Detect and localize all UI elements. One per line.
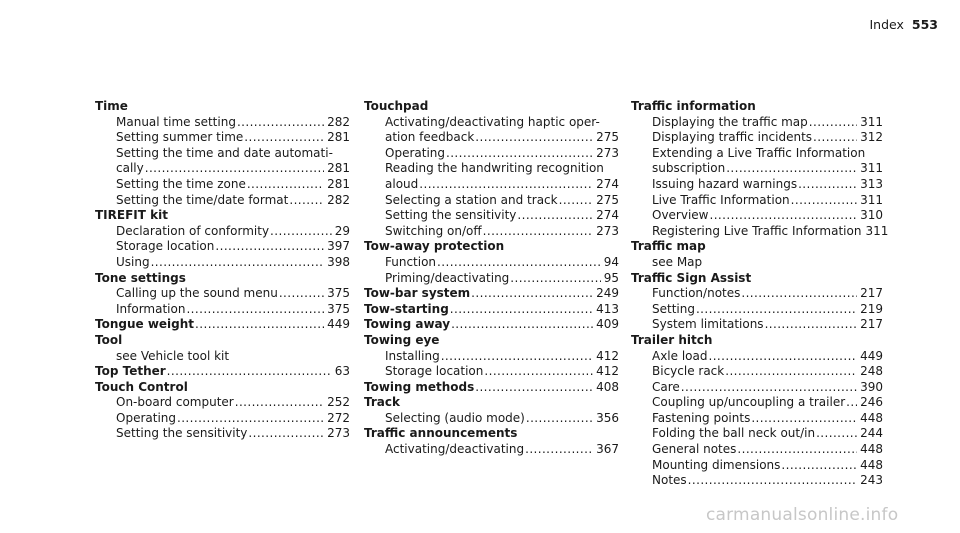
subentry-text: On-board computer <box>116 395 234 410</box>
index-entry <box>364 395 619 426</box>
index-term: Track <box>364 395 400 410</box>
index-subentry[interactable] <box>631 473 883 489</box>
index-term-line[interactable] <box>95 317 350 333</box>
subentry-text: Manual time setting <box>116 114 236 129</box>
dot-leader <box>451 317 593 333</box>
subentry-text: Function/notes <box>652 286 741 301</box>
watermark: carmanualsonline.info <box>706 505 899 525</box>
index-term: TIREFIT kit <box>95 208 168 223</box>
page-ref[interactable]: 217 <box>860 317 883 332</box>
page-ref[interactable]: 390 <box>860 379 883 394</box>
index-subentry[interactable] <box>95 302 350 318</box>
index-subentry[interactable] <box>631 380 883 396</box>
subentry-text: Operating <box>116 410 176 425</box>
index-term: Traffic map <box>631 239 706 254</box>
page-ref[interactable]: 273 <box>327 426 350 441</box>
index-subentry[interactable] <box>631 130 883 146</box>
dot-leader <box>475 380 593 396</box>
page-ref[interactable]: 313 <box>860 176 883 191</box>
subentry-text: Activating/deactivating <box>385 442 525 457</box>
dot-leader <box>437 255 601 271</box>
subentry-text: Storage location <box>116 239 215 254</box>
subentry-text: Setting the sensitivity <box>385 208 517 223</box>
page-ref[interactable]: 281 <box>327 161 350 176</box>
dot-leader <box>710 208 858 224</box>
index-entry <box>631 239 883 270</box>
page-number: 553 <box>911 17 938 32</box>
page-ref[interactable]: 275 <box>596 130 619 145</box>
dot-leader <box>186 302 324 318</box>
dot-leader <box>741 286 857 302</box>
page-header <box>869 17 938 32</box>
index-entry <box>364 99 619 239</box>
page-ref[interactable]: 244 <box>860 426 883 441</box>
index-term-line[interactable] <box>364 317 619 333</box>
page-ref[interactable]: 273 <box>596 223 619 238</box>
dot-leader <box>450 302 593 318</box>
page-ref[interactable]: 367 <box>596 442 619 457</box>
page-ref[interactable]: 94 <box>603 254 619 269</box>
subentry-text: Coupling up/uncoupling a trailer <box>652 395 846 410</box>
subentry-text: Using <box>116 254 150 269</box>
page-ref[interactable]: 29 <box>334 223 350 238</box>
page-ref[interactable]: 311 <box>865 223 889 238</box>
subentry-text: Selecting a station and track <box>385 192 558 207</box>
index-column-3 <box>631 99 889 489</box>
subentry-text: subscription <box>652 161 726 176</box>
subentry-text: Declaration of conformity <box>116 223 270 238</box>
index-subentry[interactable] <box>95 161 350 177</box>
dot-leader <box>725 364 857 380</box>
subentry-text: Information <box>116 301 186 316</box>
index-term: Traffic announcements <box>364 426 518 441</box>
index-term: Towing methods <box>364 379 475 394</box>
index-subentry[interactable] <box>95 411 350 427</box>
index-entry <box>95 364 350 380</box>
dot-leader <box>237 115 324 131</box>
index-subentry[interactable] <box>631 302 883 318</box>
subentry-text: ation feedback <box>385 130 475 145</box>
dot-leader <box>167 364 332 380</box>
page-ref[interactable]: 311 <box>860 161 883 176</box>
index-subentry[interactable] <box>631 177 883 193</box>
dot-leader <box>484 364 593 380</box>
index-subentry[interactable] <box>95 130 350 146</box>
subentry-text: Setting summer time <box>116 130 244 145</box>
index-entry <box>95 208 350 270</box>
dot-leader <box>419 177 593 193</box>
index-entry <box>95 99 350 208</box>
index-subentry[interactable] <box>364 208 619 224</box>
subentry-text: Displaying the traffic map <box>652 114 808 129</box>
dot-leader <box>525 442 593 458</box>
page-ref[interactable]: 448 <box>860 410 883 425</box>
subentry-text: Setting the sensitivity <box>116 426 248 441</box>
page-ref[interactable]: 273 <box>596 145 619 160</box>
subentry-text: Setting <box>652 301 695 316</box>
subentry-text: Setting the time and date automati- <box>116 145 333 160</box>
index-entry <box>95 380 350 442</box>
index-term: Time <box>95 99 128 113</box>
index-entry <box>95 271 350 318</box>
subentry-text: System limitations <box>652 317 764 332</box>
index-subentry[interactable] <box>95 224 350 240</box>
index-subentry[interactable] <box>364 364 619 380</box>
dot-leader <box>751 411 857 427</box>
index-term: Tow-starting <box>364 301 449 316</box>
index-term: Tow-bar system <box>364 286 471 301</box>
index-term: Tongue weight <box>95 317 195 332</box>
index-term: Traffic Sign Assist <box>631 270 752 285</box>
page-ref[interactable]: 274 <box>596 208 619 223</box>
index-subentry[interactable] <box>631 349 883 365</box>
subentry-text: Extending a Live Traffic Information <box>652 145 866 160</box>
dot-leader <box>471 286 593 302</box>
index-subentry[interactable] <box>364 146 619 162</box>
dot-leader <box>475 130 593 146</box>
index-subentry[interactable] <box>364 255 619 271</box>
dot-leader <box>195 317 324 333</box>
index-entry <box>364 239 619 286</box>
subentry-text: Calling up the sound menu <box>116 286 278 301</box>
dot-leader <box>846 395 857 411</box>
page-ref[interactable]: 248 <box>860 364 883 379</box>
subentry-text: Bicycle rack <box>652 364 725 379</box>
dot-leader <box>696 302 857 318</box>
index-subentry[interactable] <box>95 115 350 131</box>
index-entry <box>95 317 350 333</box>
index-subentry[interactable] <box>631 426 883 442</box>
page-ref[interactable]: 409 <box>596 317 619 332</box>
page-ref[interactable]: 448 <box>860 442 883 457</box>
page-ref[interactable]: 282 <box>327 192 350 207</box>
index-subentry[interactable] <box>95 255 350 271</box>
index-subentry[interactable] <box>364 177 619 193</box>
page-ref[interactable]: 243 <box>860 473 883 488</box>
dot-leader <box>709 349 858 365</box>
index-term-line[interactable] <box>95 364 350 380</box>
dot-leader <box>517 208 593 224</box>
dot-leader <box>809 115 857 131</box>
index-term: Towing away <box>364 317 451 332</box>
page-ref[interactable]: 282 <box>327 114 350 129</box>
subentry-text: Registering Live Traffic Information <box>652 223 862 238</box>
index-subentry[interactable] <box>95 177 350 193</box>
page-ref[interactable]: 408 <box>596 379 619 394</box>
dot-leader <box>279 286 324 302</box>
subentry-text: Installing <box>385 348 440 363</box>
index-subentry[interactable] <box>631 458 883 474</box>
dot-leader <box>270 224 332 240</box>
dot-leader <box>151 255 325 271</box>
page-ref[interactable]: 281 <box>327 130 350 145</box>
dot-leader <box>791 193 857 209</box>
subentry-text: Setting the time zone <box>116 176 246 191</box>
subentry-text: aloud <box>385 176 419 191</box>
index-subentry[interactable] <box>364 442 619 458</box>
page-ref[interactable]: 312 <box>860 130 883 145</box>
dot-leader <box>813 130 857 146</box>
dot-leader <box>248 426 324 442</box>
page-ref[interactable]: 375 <box>327 286 350 301</box>
index-entry <box>631 333 883 489</box>
index-subentry[interactable] <box>95 193 350 209</box>
subentry-text: Axle load <box>652 348 708 363</box>
index-entry <box>364 380 619 396</box>
subentry-text: Storage location <box>385 364 484 379</box>
page-ref[interactable]: 217 <box>860 286 883 301</box>
index-entry <box>95 333 350 364</box>
page-ref[interactable]: 249 <box>596 286 619 301</box>
subentry-text: Overview <box>652 208 709 223</box>
subentry-text: Mounting dimensions <box>652 457 781 472</box>
index-term-line[interactable] <box>364 302 619 318</box>
index-subentry[interactable] <box>631 442 883 458</box>
subentry-text: Activating/deactivating haptic oper- <box>385 114 600 129</box>
page-ref[interactable]: 274 <box>596 176 619 191</box>
page-ref[interactable]: 398 <box>327 254 350 269</box>
index-entry <box>364 426 619 457</box>
subentry-text: Notes <box>652 473 687 488</box>
index-term-line[interactable] <box>364 380 619 396</box>
index-entry <box>631 99 889 239</box>
dot-leader <box>816 426 857 442</box>
page-ref[interactable]: 219 <box>860 301 883 316</box>
page-ref[interactable]: 63 <box>334 364 350 379</box>
subentry-text: Care <box>652 379 680 394</box>
index-term: Touch Control <box>95 379 188 394</box>
page-ref[interactable]: 449 <box>327 317 350 332</box>
subentry-text: Selecting (audio mode) <box>385 410 525 425</box>
page-ref[interactable]: 311 <box>860 114 883 129</box>
page-ref[interactable]: 246 <box>860 395 883 410</box>
page-ref[interactable]: 252 <box>327 395 350 410</box>
subentry-text: Priming/deactivating <box>385 270 510 285</box>
index-entry <box>364 317 619 333</box>
index-term: Tool <box>95 332 123 347</box>
index-entry <box>364 333 619 380</box>
subentry-text: Issuing hazard warnings <box>652 176 798 191</box>
index-subentry[interactable] <box>364 224 619 240</box>
index-subentry[interactable] <box>95 239 350 255</box>
dot-leader <box>289 193 324 209</box>
subentry-text: Displaying traffic incidents <box>652 130 813 145</box>
index-subentry[interactable] <box>95 286 350 302</box>
subentry-text: Switching on/off <box>385 223 482 238</box>
subentry-text: see Map <box>652 254 703 269</box>
dot-leader <box>177 411 324 427</box>
index-subentry[interactable] <box>631 223 889 240</box>
subentry-text: Setting the time/date format <box>116 192 289 207</box>
header-label: Index <box>869 17 904 32</box>
index-subentry[interactable] <box>631 161 883 177</box>
subentry-text: Live Traffic Information <box>652 192 790 207</box>
page-ref[interactable]: 95 <box>603 270 619 285</box>
dot-leader <box>798 177 857 193</box>
page-ref[interactable]: 413 <box>596 301 619 316</box>
index-term: Tow-away protection <box>364 239 505 254</box>
index-subentry[interactable] <box>631 317 883 333</box>
subentry-text: cally <box>116 161 144 176</box>
dot-leader <box>215 239 324 255</box>
page-ref[interactable]: 412 <box>596 364 619 379</box>
page-ref[interactable]: 281 <box>327 176 350 191</box>
index-entry <box>364 286 619 302</box>
index-subentry[interactable] <box>631 286 883 302</box>
dot-leader <box>781 458 857 474</box>
page-ref[interactable]: 448 <box>860 457 883 472</box>
index-column-1 <box>95 99 350 442</box>
index-subentry[interactable] <box>364 130 619 146</box>
index-subentry[interactable] <box>364 193 619 209</box>
page-ref[interactable]: 449 <box>860 348 883 363</box>
index-column-2 <box>364 99 619 458</box>
page-ref[interactable]: 272 <box>327 410 350 425</box>
index-subentry[interactable] <box>631 411 883 427</box>
index-entry <box>364 302 619 318</box>
page-ref[interactable]: 375 <box>327 301 350 316</box>
page-ref[interactable]: 275 <box>596 192 619 207</box>
index-subentry[interactable] <box>95 395 350 411</box>
subentry-text: see Vehicle tool kit <box>116 348 230 363</box>
subentry-text: Folding the ball neck out/in <box>652 426 816 441</box>
index-subentry[interactable] <box>631 395 883 411</box>
index-subentry[interactable] <box>631 193 883 209</box>
index-term: Tone settings <box>95 270 186 285</box>
dot-leader <box>446 146 593 162</box>
dot-leader <box>559 193 593 209</box>
subentry-text: Function <box>385 254 437 269</box>
index-subentry[interactable] <box>364 271 619 287</box>
index-term: Trailer hitch <box>631 332 713 347</box>
subentry-text: Fastening points <box>652 410 751 425</box>
index-term: Top Tether <box>95 364 166 379</box>
dot-leader <box>765 317 858 333</box>
index-subentry[interactable] <box>364 349 619 365</box>
page-ref[interactable]: 356 <box>596 410 619 425</box>
dot-leader <box>441 349 593 365</box>
index-term: Towing eye <box>364 332 440 347</box>
dot-leader <box>145 161 324 177</box>
dot-leader <box>510 271 600 287</box>
dot-leader <box>247 177 324 193</box>
index-entry <box>631 271 883 333</box>
dot-leader <box>688 473 857 489</box>
page-ref[interactable]: 311 <box>860 192 883 207</box>
page-ref[interactable]: 412 <box>596 348 619 363</box>
page-ref[interactable]: 310 <box>860 208 883 223</box>
index-term: Traffic information <box>631 99 756 113</box>
dot-leader <box>244 130 324 146</box>
page-ref[interactable]: 397 <box>327 239 350 254</box>
dot-leader <box>681 380 857 396</box>
index-subentry[interactable] <box>631 115 883 131</box>
index-subentry[interactable] <box>631 208 883 224</box>
subentry-text: Operating <box>385 145 445 160</box>
index-subentry[interactable] <box>364 411 619 427</box>
dot-leader <box>526 411 593 427</box>
dot-leader <box>235 395 324 411</box>
dot-leader <box>737 442 857 458</box>
subentry-text: Reading the handwriting recognition <box>385 161 604 176</box>
index-subentry[interactable] <box>95 426 350 442</box>
index-term: Touchpad <box>364 99 429 113</box>
index-term-line[interactable] <box>364 286 619 302</box>
dot-leader <box>726 161 857 177</box>
subentry-text: General notes <box>652 442 737 457</box>
dot-leader <box>483 224 593 240</box>
index-subentry[interactable] <box>631 364 883 380</box>
